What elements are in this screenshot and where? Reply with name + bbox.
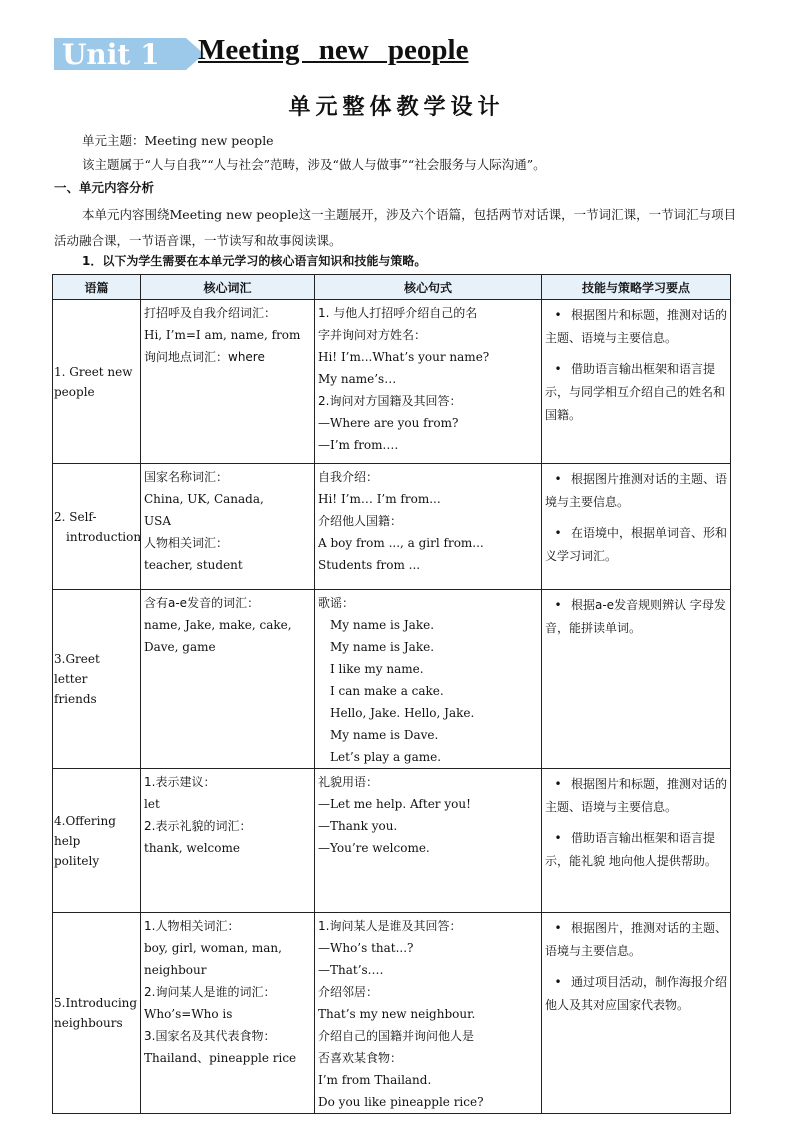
vocab-line: 人物相关词汇： bbox=[144, 536, 229, 550]
sentences-line: —You’re welcome. bbox=[318, 841, 430, 855]
vocab-line: 1.人物相关词汇： bbox=[144, 919, 240, 933]
bullet-icon: • bbox=[554, 975, 562, 989]
skills-cell bbox=[542, 913, 731, 1114]
bullet-icon: • bbox=[554, 308, 562, 322]
vocab-line: teacher, student bbox=[144, 558, 243, 572]
theme-line: 单元主题：Meeting new people bbox=[82, 133, 274, 148]
topic-line: 2. Self- bbox=[54, 509, 97, 524]
vocab-cell bbox=[141, 590, 315, 769]
sentences-line: Do you like pineapple rice? bbox=[318, 1095, 484, 1109]
bullet-icon: • bbox=[554, 526, 562, 540]
bullet-icon: • bbox=[554, 598, 562, 612]
skill-item bbox=[545, 468, 727, 514]
analysis-paragraph: 本单元内容围绕Meeting new people这一主题展开，涉及六个语篇，包括两节对话课，一节词汇课，一节词汇与项目活动融合课，一节语音课，一节读写和故事阅读课。 bbox=[54, 207, 737, 248]
scope-line: 该主题属于“人与自我”“人与社会”范畴，涉及“做人与做事”“社会服务与人际沟通”。 bbox=[82, 157, 546, 172]
sentences-line: —I’m from.… bbox=[318, 438, 399, 452]
sentences-cell bbox=[315, 300, 542, 464]
sentences-line: 字并询问对方姓名： bbox=[318, 328, 427, 342]
topic-line: help bbox=[54, 833, 81, 848]
sentences-line: I like my name. bbox=[330, 662, 424, 676]
skills-cell bbox=[542, 769, 731, 913]
vocab-line: 3.国家名及其代表食物： bbox=[144, 1029, 276, 1043]
header-topic: 语篇 bbox=[53, 275, 141, 300]
sentences-line: Let’s play a game. bbox=[330, 750, 442, 764]
vocab-line: Who’s=Who is bbox=[144, 1007, 233, 1021]
sentences-line: 否喜欢某食物： bbox=[318, 1051, 403, 1065]
skill-item bbox=[545, 522, 727, 568]
vocab-cell bbox=[141, 913, 315, 1114]
sentences-line: Hi! I’m… I’m from... bbox=[318, 492, 441, 506]
vocab-line: name, Jake, make, cake, bbox=[144, 618, 292, 632]
skill-item bbox=[545, 304, 727, 350]
core-knowledge-table bbox=[52, 274, 731, 1114]
skill-text: 根据图片和标题，推测对话的主题、语境与主要信息。 bbox=[545, 777, 728, 814]
sentences-line: My name is Dave. bbox=[330, 728, 439, 742]
sentences-line: 歌谣： bbox=[318, 596, 355, 610]
skill-item bbox=[545, 827, 727, 873]
topic-line: 3.Greet bbox=[54, 652, 100, 666]
topic-cell bbox=[53, 769, 141, 913]
topic-line: people bbox=[54, 384, 95, 399]
table-body bbox=[53, 300, 731, 1114]
sentences-line: I can make a cake. bbox=[330, 684, 444, 698]
table-header-row bbox=[53, 275, 731, 300]
sentences-line: 1.询问某人是谁及其回答： bbox=[318, 919, 462, 933]
vocab-line: 含有a-e发音的词汇： bbox=[144, 596, 260, 610]
header-vocab: 核心词汇 bbox=[141, 275, 315, 300]
skill-item bbox=[545, 971, 727, 1017]
sentences-cell bbox=[315, 464, 542, 590]
skill-text: 根据a-e发音规则辨认 字母发音，能拼读单词。 bbox=[545, 598, 726, 635]
unit-badge: Unit 1 bbox=[62, 38, 160, 71]
vocab-line: 1.表示建议： bbox=[144, 775, 216, 789]
vocab-line: 国家名称词汇： bbox=[144, 470, 229, 484]
skill-text: 借助语言输出框架和语言提示，能礼貌 地向他人提供帮助。 bbox=[545, 831, 717, 868]
sentences-line: Students from ... bbox=[318, 558, 421, 572]
vocab-line: Hi, I’m=I am, name, from bbox=[144, 328, 301, 342]
skill-item bbox=[545, 917, 727, 963]
skill-item bbox=[545, 773, 727, 819]
sentences-line: 介绍邻居： bbox=[318, 985, 379, 999]
vocab-line: China, UK, Canada, bbox=[144, 492, 264, 506]
vocab-line: 询问地点词汇：where bbox=[144, 350, 265, 364]
vocab-line: let bbox=[144, 797, 160, 811]
unit-title: Meeting new people bbox=[198, 34, 469, 66]
sentences-line: —Thank you. bbox=[318, 819, 398, 833]
vocab-cell bbox=[141, 769, 315, 913]
vocab-line: 打招呼及自我介绍词汇： bbox=[144, 306, 277, 320]
vocab-line: boy, girl, woman, man, bbox=[144, 941, 282, 955]
topic-line: letter bbox=[54, 672, 88, 686]
sentences-line: My name’s… bbox=[318, 372, 397, 386]
header-skills: 技能与策略学习要点 bbox=[542, 275, 731, 300]
sentences-line: 1. 与他人打招呼介绍自己的名 bbox=[318, 306, 478, 320]
sentences-line: 介绍自己的国籍并询问他人是 bbox=[318, 1029, 475, 1043]
sentences-cell bbox=[315, 590, 542, 769]
topic-line: 5.Introducing bbox=[54, 996, 138, 1010]
skill-text: 根据图片推测对话的主题、语境与主要信息。 bbox=[545, 472, 728, 509]
bullet-icon: • bbox=[554, 362, 562, 376]
bullet-icon: • bbox=[554, 472, 562, 486]
sentences-line: 介绍他人国籍： bbox=[318, 514, 403, 528]
vocab-cell bbox=[141, 300, 315, 464]
topic-cell bbox=[53, 464, 141, 590]
sentences-line: —Let me help. After you! bbox=[318, 797, 471, 811]
skills-cell bbox=[542, 590, 731, 769]
bullet-icon: • bbox=[554, 921, 562, 935]
skill-text: 根据图片和标题，推测对话的主题、语境与主要信息。 bbox=[545, 308, 728, 345]
table-row bbox=[53, 769, 731, 913]
skill-item bbox=[545, 358, 727, 427]
vocab-line: Dave, game bbox=[144, 640, 216, 654]
sentences-line: My name is Jake. bbox=[330, 618, 435, 632]
vocab-line: Thailand、pineapple rice bbox=[144, 1051, 297, 1065]
vocab-line: thank, welcome bbox=[144, 841, 240, 855]
vocab-line: USA bbox=[144, 514, 171, 528]
sentences-line: Hello, Jake. Hello, Jake. bbox=[330, 706, 475, 720]
sentences-line: Hi! I’m...What’s your name? bbox=[318, 350, 490, 364]
vocab-line: 2.表示礼貌的词汇： bbox=[144, 819, 252, 833]
point-heading: 1．以下为学生需要在本单元学习的核心语言知识和技能与策略。 bbox=[82, 254, 427, 268]
skill-text: 借助语言输出框架和语言提示，与同学相互介绍自己的姓名和国籍。 bbox=[545, 362, 726, 422]
table-row bbox=[53, 464, 731, 590]
sentences-cell bbox=[315, 913, 542, 1114]
topic-line: 1. Greet new bbox=[54, 364, 133, 379]
table-row bbox=[53, 913, 731, 1114]
sentences-line: 2.询问对方国籍及其回答： bbox=[318, 394, 462, 408]
sentences-line: 礼貌用语： bbox=[318, 775, 379, 789]
header-sentences: 核心句式 bbox=[315, 275, 542, 300]
bullet-icon: • bbox=[554, 777, 562, 791]
skill-text: 在语境中，根据单词音、形和义学习词汇。 bbox=[545, 526, 728, 563]
topic-line: friends bbox=[54, 692, 97, 706]
skills-cell bbox=[542, 464, 731, 590]
topic-line: introduction bbox=[66, 529, 142, 544]
topic-cell bbox=[53, 590, 141, 769]
skill-text: 通过项目活动，制作海报介绍他人及其对应国家代表物。 bbox=[545, 975, 728, 1012]
sentences-line: 自我介绍： bbox=[318, 470, 379, 484]
sentences-line: That’s my new neighbour. bbox=[318, 1007, 476, 1021]
bullet-icon: • bbox=[554, 831, 562, 845]
skill-item bbox=[545, 594, 727, 640]
vocab-cell bbox=[141, 464, 315, 590]
topic-line: politely bbox=[54, 853, 100, 868]
sentences-line: —Where are you from? bbox=[318, 416, 459, 430]
table-row bbox=[53, 590, 731, 769]
sentences-line: A boy from ..., a girl from... bbox=[318, 536, 484, 550]
topic-cell bbox=[53, 913, 141, 1114]
topic-line: 4.Offering bbox=[54, 813, 116, 828]
topic-cell bbox=[53, 300, 141, 464]
skills-cell bbox=[542, 300, 731, 464]
page-subtitle: 单元整体教学设计 bbox=[288, 94, 505, 120]
sentences-line: —That’s.… bbox=[318, 963, 384, 977]
sentences-line: —Who’s that...? bbox=[318, 941, 414, 955]
unit-header bbox=[52, 34, 752, 74]
skill-text: 根据图片，推测对话的主题、语境与主要信息。 bbox=[545, 921, 728, 958]
section-heading: 一、单元内容分析 bbox=[54, 180, 155, 195]
vocab-line: neighbour bbox=[144, 963, 207, 977]
sentences-cell bbox=[315, 769, 542, 913]
sentences-line: My name is Jake. bbox=[330, 640, 435, 654]
sentences-line: I’m from Thailand. bbox=[318, 1073, 432, 1087]
topic-line: neighbours bbox=[54, 1016, 123, 1030]
table-row bbox=[53, 300, 731, 464]
vocab-line: 2.询问某人是谁的词汇： bbox=[144, 985, 276, 999]
